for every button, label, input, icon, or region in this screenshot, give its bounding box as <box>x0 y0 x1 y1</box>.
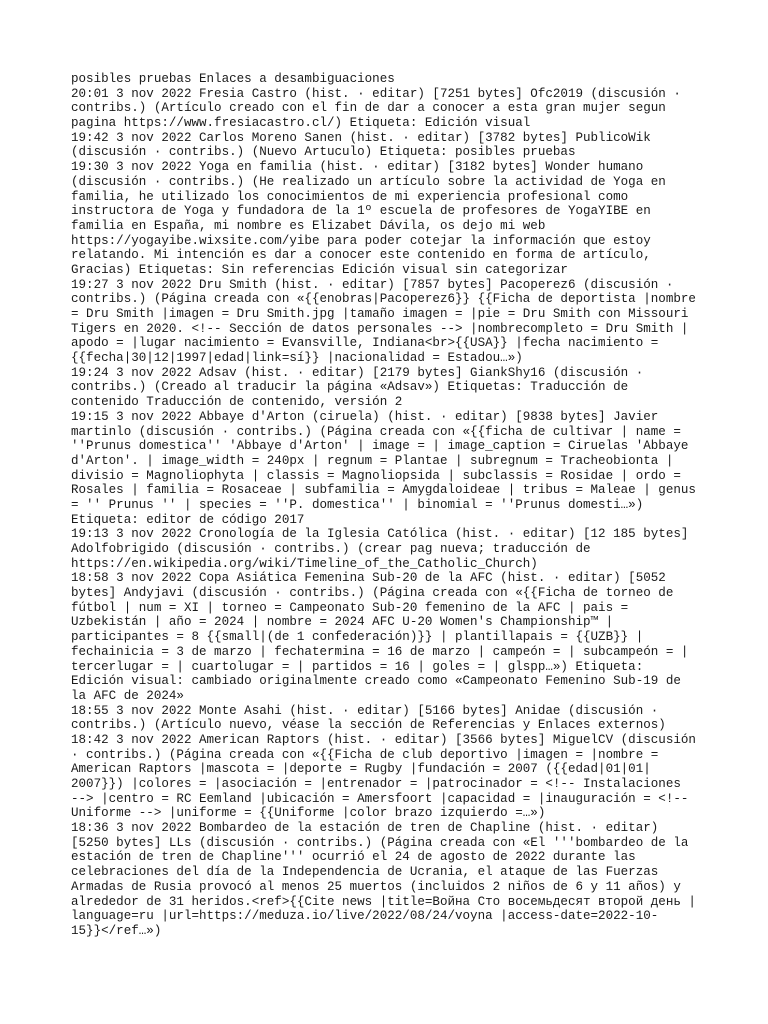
log-line: contribs.) (Artículo creado con el fin de dar a conocer a esta gran mujer segun <box>71 101 666 116</box>
log-line: (discusión · contribs.) (He realizado un artículo sobre la actividad de Yoga en <box>71 174 666 189</box>
log-line: contribs.) (Artículo nuevo, véase la sección de Referencias y Enlaces externos) <box>71 718 666 733</box>
log-line: Etiqueta: editor de código 2017 <box>71 512 305 527</box>
log-line: https://yogayibe.wixsite.com/yibe para poder cotejar la información que estoy <box>71 233 651 248</box>
log-line: 19:15 3 nov 2022 Abbaye d'Arton (ciruela) (hist. · editar) [9838 bytes] Javier <box>71 409 659 424</box>
log-line: 18:36 3 nov 2022 Bombardeo de la estación de tren de Chapline (hist. · editar) <box>71 821 659 836</box>
change-log <box>71 72 696 939</box>
log-line: Tigers en 2020. <!-- Sección de datos personales --> |nombrecompleto = Dru Smith | <box>71 321 689 336</box>
log-line: fútbol | num = XI | torneo = Campeonato Sub-20 femenino de la AFC | pais = <box>71 600 629 615</box>
log-line: 19:24 3 nov 2022 Adsav (hist. · editar) [2179 bytes] GiankShy16 (discusión · <box>71 365 644 380</box>
log-line: = '' Prunus '' | species = ''P. domestica'' | binomial = ''Prunus domesti…») <box>71 497 644 512</box>
log-line: Adolfobrigido (discusión · contribs.) (crear pag nueva; traducción de <box>71 542 591 556</box>
log-line: alrededor de 31 heridos.<ref>{{Cite news |title=Война Сто восемьдесят второй день | <box>71 894 696 909</box>
log-line: 15}}</ref…») <box>71 923 162 938</box>
log-line: divisio = Magnoliophyta | classis = Magnoliopsida | subclassis = Rosidae | ordo = <box>71 468 681 483</box>
log-line: contribs.) (Página creada con «{{enobras|Pacoperez6}} {{Ficha de deportista |nombre <box>71 292 696 307</box>
log-line: Rosales | familia = Rosaceae | subfamilia = Amygdaloideae | tribus = Maleae | genus <box>71 483 696 498</box>
log-line: martinlo (discusión · contribs.) (Página creada con «{{ficha de cultivar | name = <box>71 424 681 439</box>
log-line: celebraciones del día de la Independencia de Ucrania, el ataque de las Fuerzas <box>71 865 659 880</box>
log-line: language=ru |url=https://meduza.io/live/2022/08/24/voyna |access-date=2022-10- <box>71 909 659 924</box>
log-line: --> |centro = RC Eemland |ubicación = Amersfoort |capacidad = |inauguración = <!-- <box>71 791 689 806</box>
log-line: familia, he utilizado los conocimientos de mi experiencia profesional como <box>71 189 629 204</box>
log-line: Armadas de Rusia provocó al menos 25 muertos (incluidos 2 niños de 6 y 11 años) y <box>71 879 681 894</box>
document-page <box>71 72 696 939</box>
log-line: American Raptors |mascota = |deporte = Rugby |fundación = 2007 ({{edad|01|01| <box>71 762 651 777</box>
log-line: = Dru Smith |imagen = Dru Smith.jpg |tamaño imagen = |pie = Dru Smith con Missouri <box>71 307 689 321</box>
log-line: Uzbekistán | año = 2024 | nombre = 2024 AFC U-20 Women's Championship™ | <box>71 615 614 630</box>
log-line: d'Arton'. | image_width = 240px | regnum = Plantae | subregnum = Tracheobionta | <box>71 453 674 468</box>
log-line: bytes] Andyjavi (discusión · contribs.) (Página creada con «{{Ficha de torneo de <box>71 586 674 601</box>
log-line: contenido Traducción de contenido, versión 2 <box>71 395 403 410</box>
log-line: 2007}}) |colores = |asociación = |entrenador = |patrocinador = <!-- Instalaciones <box>71 777 681 791</box>
log-line: (discusión · contribs.) (Nuevo Artuculo) Etiqueta: posibles pruebas <box>71 145 576 160</box>
log-line: contribs.) (Creado al traducir la página «Adsav») Etiquetas: Traducción de <box>71 380 629 395</box>
log-line: estación de tren de Chapline''' ocurrió el 24 de agosto de 2022 durante las <box>71 850 636 865</box>
log-line: fechainicia = 3 de marzo | fechatermina = 16 de marzo | campeón = | subcampeón = | <box>71 644 689 659</box>
log-line: pagina https://www.fresiacastro.cl/) Etiqueta: Edición visual <box>71 116 531 131</box>
log-line: 19:13 3 nov 2022 Cronología de la Iglesia Católica (hist. · editar) [12 185 bytes] <box>71 527 689 542</box>
log-line: 18:55 3 nov 2022 Monte Asahi (hist. · editar) [5166 bytes] Anidae (discusión · <box>71 703 659 718</box>
log-line: 18:42 3 nov 2022 American Raptors (hist. · editar) [3566 bytes] MiguelCV (discusión <box>71 732 696 747</box>
log-line: la AFC de 2024» <box>71 688 184 703</box>
log-line: relatando. Mi intención es dar a conocer este contenido en forma de artículo, <box>71 248 651 263</box>
log-line: [5250 bytes] LLs (discusión · contribs.) (Página creada con «El '''bombardeo de la <box>71 835 689 850</box>
log-line: https://en.wikipedia.org/wiki/Timeline_of_the_Catholic_Church) <box>71 556 538 571</box>
log-line: Uniforme --> |uniforme = {{Uniforme |color brazo izquierdo =…») <box>71 806 546 821</box>
log-line: Edición visual: cambiado originalmente creado como «Campeonato Femenino Sub-19 de <box>71 674 681 689</box>
log-line: 19:42 3 nov 2022 Carlos Moreno Sanen (hist. · editar) [3782 bytes] PublicoWik <box>71 130 651 145</box>
log-line: 20:01 3 nov 2022 Fresia Castro (hist. · editar) [7251 bytes] Ofc2019 (discusión · <box>71 86 681 101</box>
log-line: apodo = |lugar nacimiento = Evansville, Indiana<br>{{USA}} |fecha nacimiento = <box>71 336 659 351</box>
log-line: · contribs.) (Página creada con «{{Ficha de club deportivo |imagen = |nombre = <box>71 747 659 762</box>
log-line: posibles pruebas Enlaces a desambiguaciones <box>71 72 395 86</box>
log-line: familia en España, mi nombre es Elizabet Dávila, os dejo mi web <box>71 218 546 233</box>
log-line: participantes = 8 {{small|(de 1 confederación)}} | plantillapais = {{UZB}} | <box>71 630 644 645</box>
log-line: {{fecha|30|12|1997|edad|link=sí}} |nacionalidad = Estadou…») <box>71 351 523 366</box>
log-line: instructora de Yoga y fundadora de la 1º escuela de profesores de YogaYIBE en <box>71 204 651 219</box>
log-line: 19:30 3 nov 2022 Yoga en familia (hist. · editar) [3182 bytes] Wonder humano <box>71 160 644 175</box>
log-line: tercerlugar = | cuartolugar = | partidos = 16 | goles = | glspp…») Etiqueta: <box>71 659 644 674</box>
log-line: 19:27 3 nov 2022 Dru Smith (hist. · editar) [7857 bytes] Pacoperez6 (discusión · <box>71 277 674 292</box>
log-line: Gracias) Etiquetas: Sin referencias Edición visual sin categorizar <box>71 262 568 277</box>
log-line: 18:58 3 nov 2022 Copa Asiática Femenina Sub-20 de la AFC (hist. · editar) [5052 <box>71 571 666 586</box>
log-line: ''Prunus domestica'' 'Abbaye d'Arton' | image = | image_caption = Ciruelas 'Abbaye <box>71 439 689 454</box>
